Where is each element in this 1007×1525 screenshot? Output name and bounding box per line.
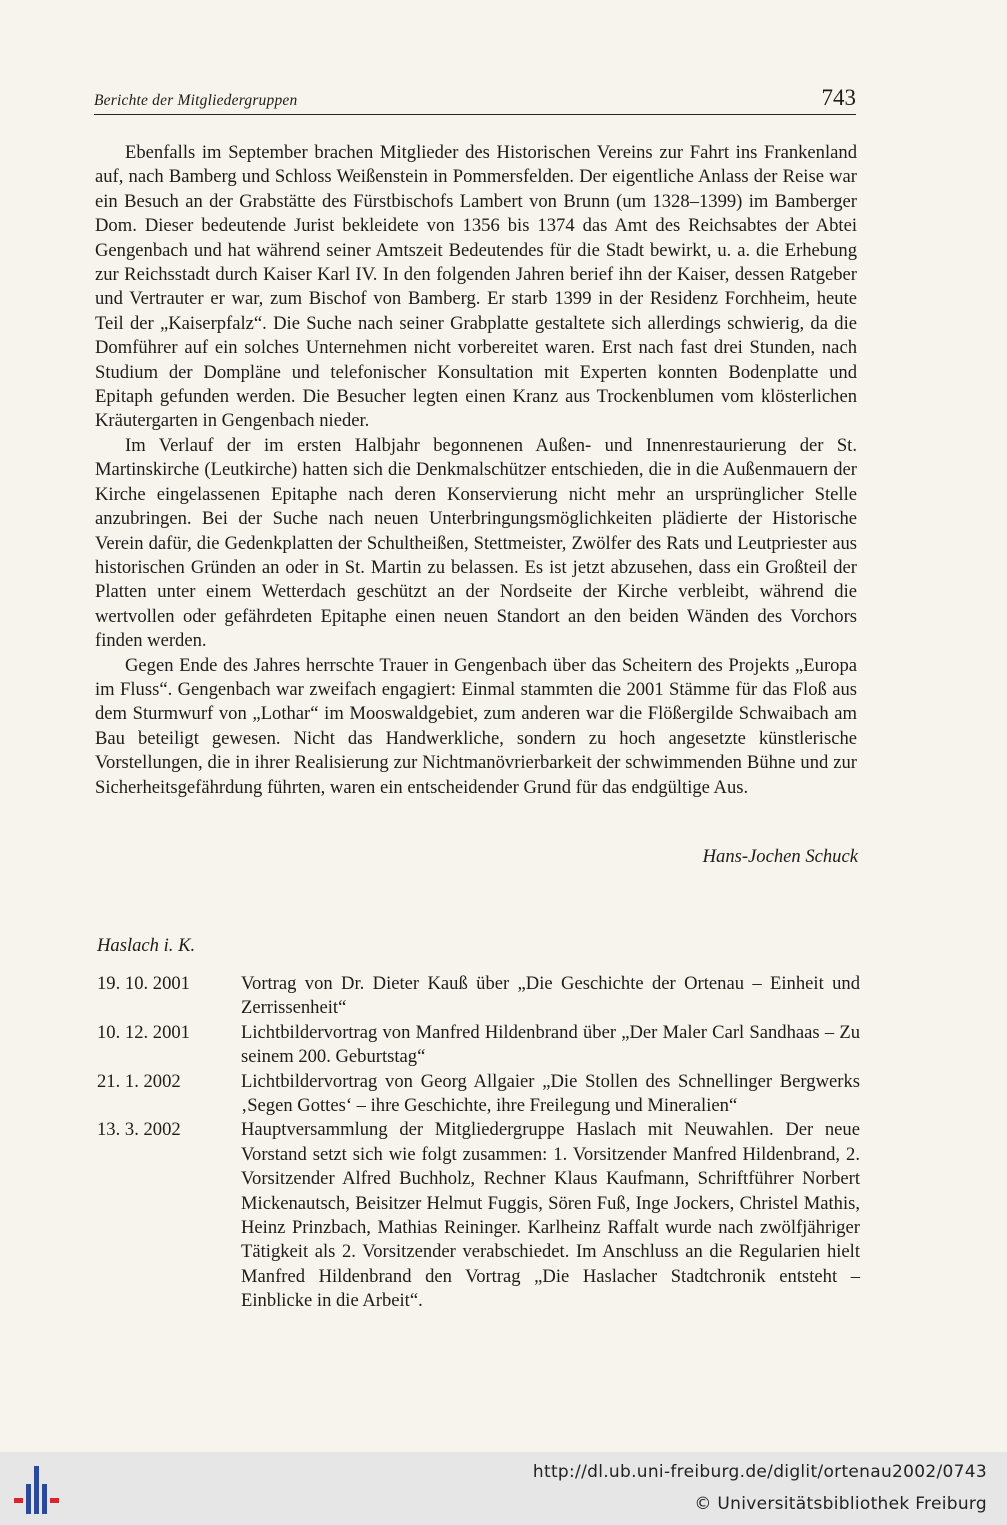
event-date: 21. 1. 2002 (97, 1070, 181, 1092)
event-description: Lichtbildervortrag von Georg Allgaier „Die Stollen des Schnellinger Bergwerks ‚Segen Gottes‘ – ihre Geschichte, ihre Freilegung und Mineralien“ (241, 1070, 860, 1117)
event-row (97, 1118, 860, 1313)
event-description: Vortrag von Dr. Dieter Kauß über „Die Geschichte der Ortenau – Einheit und Zerrissenheit“ (241, 973, 860, 1019)
event-row (97, 1070, 860, 1119)
running-header (94, 84, 856, 115)
event-description: Lichtbildervortrag von Manfred Hildenbrand über „Der Maler Carl Sandhaas – Zu seinem 200. Geburtstag“ (241, 1021, 860, 1068)
group-heading: Haslach i. K. (97, 935, 196, 956)
event-date: 10. 12. 2001 (97, 1021, 190, 1043)
event-description: Hauptversammlung der Mitgliedergruppe Haslach mit Neuwahlen. Der neue Vorstand setzt sich wie folgt zusammen: 1. Vorsitzender Manfred Hildenbrand, 2. Vorsitzender Alfred Buchholz, Rechner Klaus Kaufmann, Schriftführer Norbert Mickenautsch, Beisitzer Helmut Fuggis, Sören Fuß, Inge Jockers, Christel Mathis, Heinz Prinzbach, Mathias Reininger. Karlheinz Raffalt wurde nach zwölfjähriger Tätigkeit als 2. Vorsitzender verabschiedet. Im Anschluss an die Regularien hielt Manfred Hildenbrand den Vortrag „Die Haslacher Stadtchronik entsteht – Einblicke in die Arbeit“. (241, 1119, 860, 1312)
event-row (97, 972, 860, 1021)
report-body (95, 141, 857, 800)
paragraph: Im Verlauf der im ersten Halbjahr begonnenen Außen- und Innenrestaurierung der St. Martinskirche (Leutkirche) hatten sich die Denkmalschützer entschieden, die in die Außenmauern der Kirche eingelassenen Epitaphe nach deren Konservierung nicht mehr an ursprünglicher Stelle anzubringen. Bei der Suche nach neuen Unterbringungsmöglichkeiten plädierte der Historische Verein dafür, die Gedenkplatten der Schultheißen, Stettmeister, Zwölfer des Rats und Leutpriester aus historischen Gründen an oder in St. Martin zu belassen. Es ist jetzt abzusehen, dass ein Großteil der Platten unter einem Wetterdach geschützt an der Nordseite der Kirche verbleibt, während die wertvollen oder gefährdeten Epitaphe einen neuen Standort an den beiden Wänden des Vorchors finden werden. (95, 434, 857, 652)
event-list (97, 972, 860, 1314)
event-row (97, 1021, 860, 1070)
section-title: Berichte der Mitgliedergruppen (94, 92, 298, 109)
author-signature: Hans-Jochen Schuck (702, 846, 858, 867)
page-number: 743 (821, 85, 856, 110)
viewer-footer (0, 1452, 1007, 1525)
paragraph: Gegen Ende des Jahres herrschte Trauer in Gengenbach über das Scheitern des Projekts „Europa im Fluss“. Gengenbach war zweifach engagiert: Einmal stammten die 2001 Stämme für das Floß aus dem Sturmwurf von „Lothar“ im Mooswaldgebiet, zum anderen war die Flößergilde Schwaibach am Bau beteiligt gewesen. Nicht das Handwerkliche, sondern zu hoch angesetzte künstlerische Vorstellungen, die in ihrer Realisierung zur Nichtmanövrierbarkeit der schwimmenden Bühne und zur Sicherheitsgefährdung führten, waren ein entscheidender Grund für das endgültige Aus. (95, 654, 857, 798)
source-url-link[interactable]: http://dl.ub.uni-freiburg.de/diglit/ortenau2002/0743 (532, 1462, 987, 1482)
paragraph: Ebenfalls im September brachen Mitglieder des Historischen Vereins zur Fahrt ins Frankenland auf, nach Bamberg und Schloss Weißenstein in Pommersfelden. Der eigentliche Anlass der Reise war ein Besuch an der Grabstätte des Fürstbischofs Lambert von Brunn (um 1328–1399) im Bamberger Dom. Dieser bedeutende Jurist bekleidete von 1356 bis 1374 das Amt des Reichsabtes der Abtei Gengenbach und hat während seiner Amtszeit Bedeutendes für die Stadt bewirkt, u. a. die Erhebung zur Reichsstadt durch Kaiser Karl IV. In den folgenden Jahren berief ihn der Kaiser, dessen Ratgeber und Vertrauter er war, zum Bischof von Bamberg. Er starb 1399 in der Residenz Forchheim, heute Teil der „Kaiserpfalz“. Die Suche nach seiner Grabplatte gestaltete sich allerdings schwierig, da die Domführer auf ein solches Unternehmen nicht vorbereitet waren. Erst nach fast drei Stunden, nach Studium der Dompläne und telefonischer Konsultation mit Experten konnten Bodenplatte und Epitaph gefunden werden. Die Besucher legten einen Kranz aus Trockenblumen vom klösterlichen Kräutergarten in Gengenbach nieder. (95, 142, 857, 432)
copyright-notice: © Universitätsbibliothek Freiburg (694, 1494, 987, 1514)
event-date: 13. 3. 2002 (97, 1119, 181, 1141)
event-date: 19. 10. 2001 (97, 973, 190, 994)
ub-freiburg-logo-icon (12, 1462, 64, 1518)
